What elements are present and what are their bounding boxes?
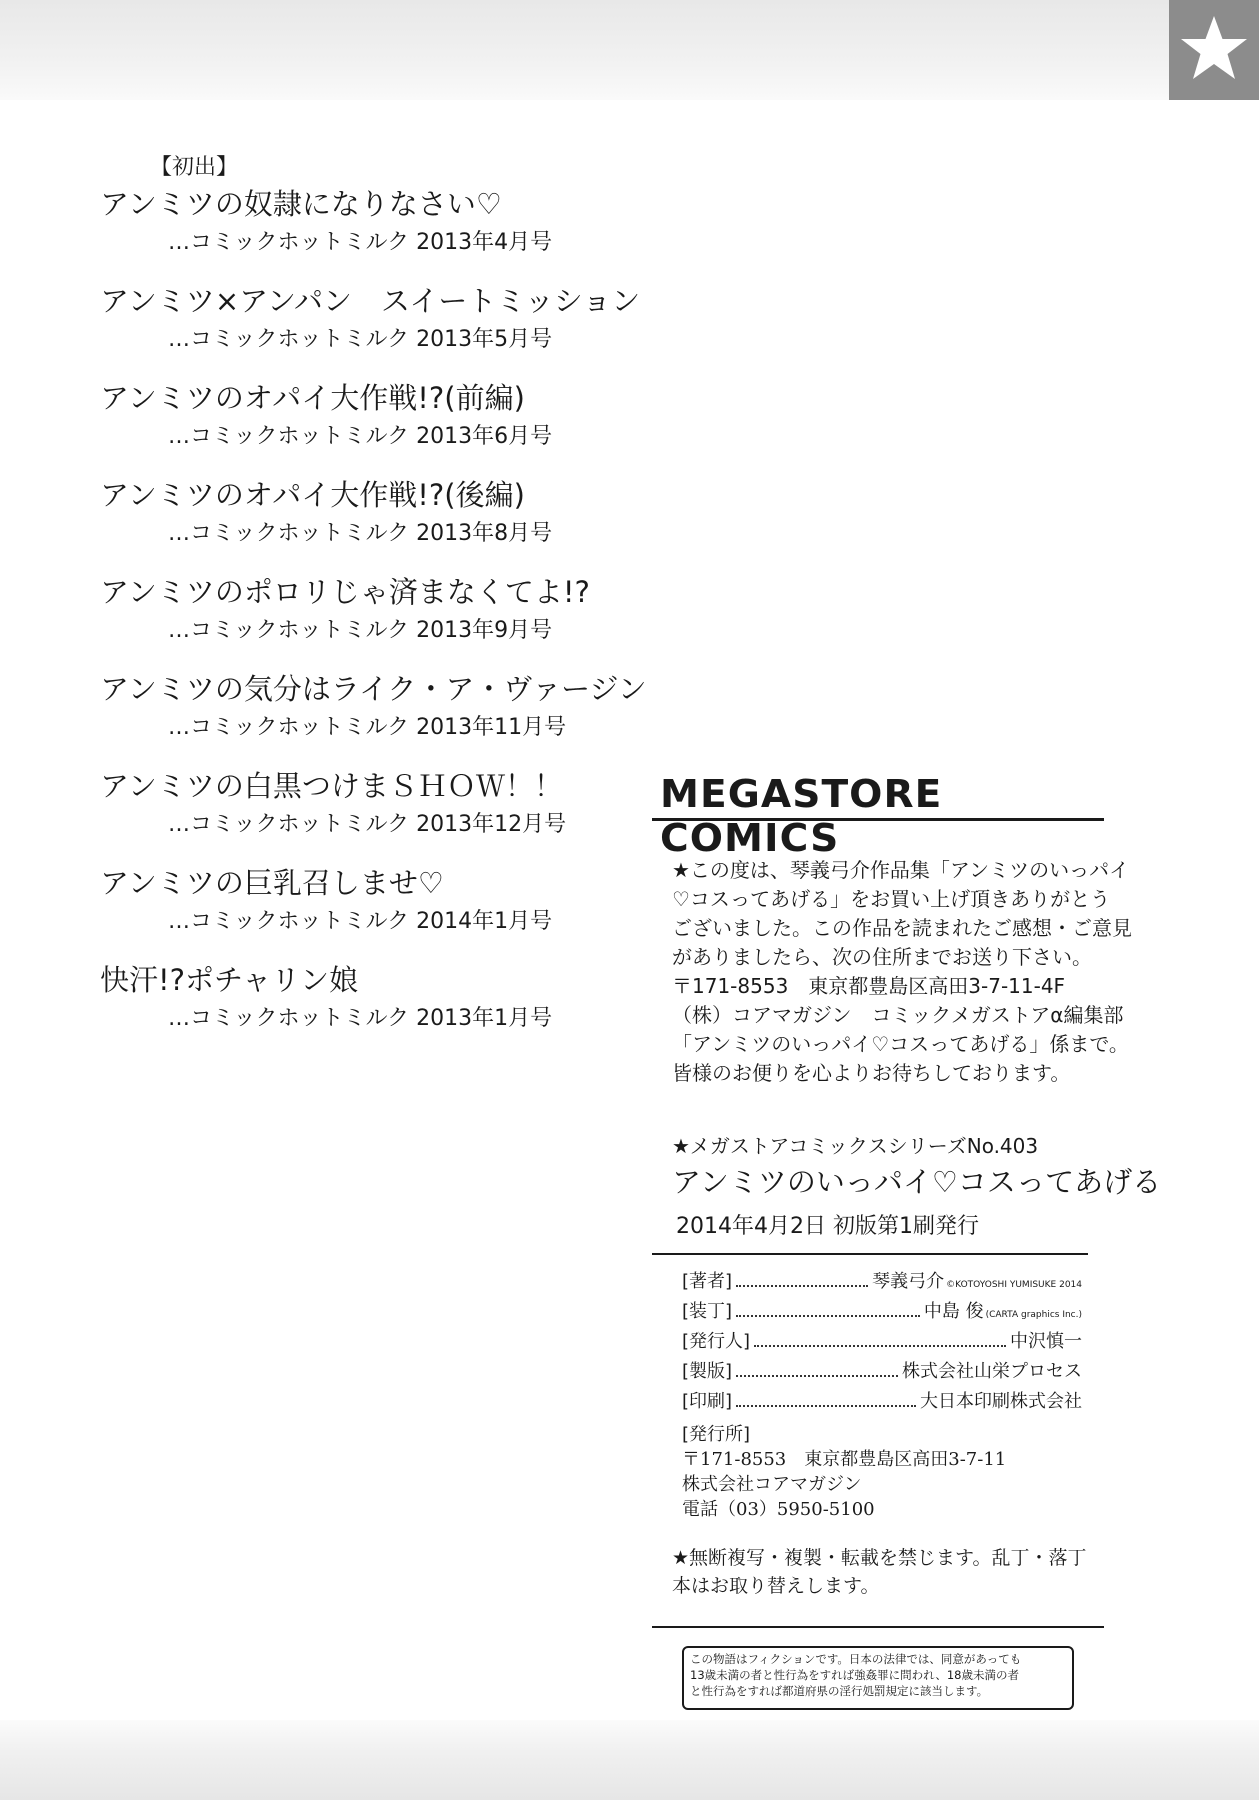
list-item xyxy=(100,186,680,258)
notice-line: 13歳未満の者と性行為をすれば強姦罪に問われ、18歳未満の者 xyxy=(690,1668,1019,1682)
credit-row xyxy=(682,1297,1082,1327)
entry-source: …コミックホットミルク 2013年8月号 xyxy=(168,521,553,546)
credit-role: [発行人] xyxy=(682,1331,751,1352)
book-title: アンミツのいっパイ♡コスってあげる xyxy=(672,1165,1162,1199)
credit-note: ©KOTOYOSHI YUMISUKE 2014 xyxy=(946,1280,1082,1290)
credit-note: (CARTA graphics Inc.) xyxy=(985,1310,1082,1320)
entry-source: …コミックホットミルク 2013年4月号 xyxy=(168,230,553,255)
credit-row xyxy=(682,1357,1082,1387)
series-label: ★メガストアコミックスシリーズNo.403 xyxy=(672,1134,1039,1158)
credit-name: 株式会社山栄プロセス xyxy=(902,1361,1082,1382)
brand-underline xyxy=(652,818,1104,821)
leader-dots xyxy=(754,1345,1006,1347)
entry-title: 快汗!?ポチャリン娘 xyxy=(100,963,359,997)
credit-role: [著者] xyxy=(682,1271,733,1292)
star-icon xyxy=(1179,14,1249,82)
publisher-company: 株式会社コアマガジン xyxy=(682,1474,862,1495)
publisher-label: [発行所] xyxy=(682,1424,751,1445)
credit-role: [製版] xyxy=(682,1361,733,1382)
entry-source: …コミックホットミルク 2013年9月号 xyxy=(168,618,553,643)
bottom-band xyxy=(0,1720,1259,1800)
mailing-address xyxy=(672,972,1132,1088)
divider xyxy=(652,1253,1088,1255)
copyright-line: 本はお取り替えします。 xyxy=(672,1575,880,1597)
publisher-info xyxy=(682,1422,1006,1522)
entry-title: アンミツのオパイ大作戦!?(前編) xyxy=(100,381,525,415)
credit-row xyxy=(682,1267,1082,1297)
leader-dots xyxy=(736,1285,868,1287)
entry-title: アンミツの巨乳召しませ♡ xyxy=(100,866,444,900)
first-appearance-label: 【初出】 xyxy=(150,155,239,180)
divider xyxy=(652,1626,1104,1628)
address-line: 皆様のお便りを心よりお待ちしております。 xyxy=(672,1061,1071,1085)
list-item xyxy=(100,768,680,840)
notice-line: この物語はフィクションです。日本の法律では、同意があっても xyxy=(690,1652,1022,1666)
credit-role: [印刷] xyxy=(682,1391,733,1412)
credit-row xyxy=(682,1327,1082,1357)
credit-name: 琴義弓介 xyxy=(872,1271,945,1292)
list-item xyxy=(100,283,680,355)
list-item xyxy=(100,380,680,452)
entry-title: アンミツのオパイ大作戦!?(後編) xyxy=(100,478,525,512)
address-line: （株）コアマガジン コミックメガストアα編集部 xyxy=(672,1003,1124,1027)
entry-title: アンミツの奴隷になりなさい♡ xyxy=(100,187,502,221)
list-item xyxy=(100,477,680,549)
leader-dots xyxy=(736,1315,920,1317)
publisher-address: 〒171-8553 東京都豊島区高田3-7-11 xyxy=(682,1449,1007,1470)
brand-logo: MEGASTORE COMICS xyxy=(660,772,943,860)
entry-source: …コミックホットミルク 2013年5月号 xyxy=(168,327,553,352)
thanks-line: ございました。この作品を読まれたご感想・ご意見 xyxy=(672,916,1132,940)
thanks-line: がありましたら、次の住所までお送り下さい。 xyxy=(672,945,1092,969)
copyright-line: ★無断複写・複製・転載を禁じます。乱丁・落丁 xyxy=(672,1547,1087,1569)
entry-title: アンミツの白黒つけまＳＨＯＷ！！ xyxy=(100,769,563,803)
credit-row xyxy=(682,1387,1082,1417)
thanks-line: ♡コスってあげる」をお買い上げ頂きありがとう xyxy=(672,887,1111,911)
list-item xyxy=(100,671,680,743)
list-item xyxy=(100,865,680,937)
copyright-notice xyxy=(672,1544,1132,1600)
top-band xyxy=(0,0,1259,100)
entry-source: …コミックホットミルク 2013年1月号 xyxy=(168,1006,553,1031)
entry-source: …コミックホットミルク 2013年11月号 xyxy=(168,715,567,740)
edition-date: 2014年4月2日 初版第1刷発行 xyxy=(676,1214,979,1239)
entry-title: アンミツの気分はライク・ア・ヴァージン xyxy=(100,672,647,706)
entry-source: …コミックホットミルク 2014年1月号 xyxy=(168,909,553,934)
credit-name: 中沢慎一 xyxy=(1010,1331,1082,1352)
list-item xyxy=(100,962,680,1034)
thanks-message xyxy=(672,856,1132,972)
list-item xyxy=(100,574,680,646)
entry-title: アンミツ×アンパン スイートミッション xyxy=(100,284,641,318)
entry-source: …コミックホットミルク 2013年12月号 xyxy=(168,812,567,837)
notice-line: と性行為をすれば都道府県の淫行処罰規定に該当します。 xyxy=(690,1684,989,1698)
credits xyxy=(682,1267,1082,1417)
thanks-line: ★この度は、琴義弓介作品集「アンミツのいっパイ xyxy=(672,858,1130,882)
address-line: 「アンミツのいっパイ♡コスってあげる」係まで。 xyxy=(672,1032,1129,1056)
entry-source: …コミックホットミルク 2013年6月号 xyxy=(168,424,553,449)
credit-role: [装丁] xyxy=(682,1301,733,1322)
fiction-notice-box xyxy=(682,1646,1074,1710)
star-tab xyxy=(1169,0,1259,100)
publisher-phone: 電話（03）5950-5100 xyxy=(682,1499,875,1520)
credit-name: 中島 俊 xyxy=(923,1301,984,1322)
leader-dots xyxy=(736,1375,898,1377)
entry-title: アンミツのポロリじゃ済まなくてよ!? xyxy=(100,575,590,609)
leader-dots xyxy=(736,1405,916,1407)
address-line: 〒171-8553 東京都豊島区高田3-7-11-4F xyxy=(672,974,1066,998)
credit-name: 大日本印刷株式会社 xyxy=(920,1391,1082,1412)
